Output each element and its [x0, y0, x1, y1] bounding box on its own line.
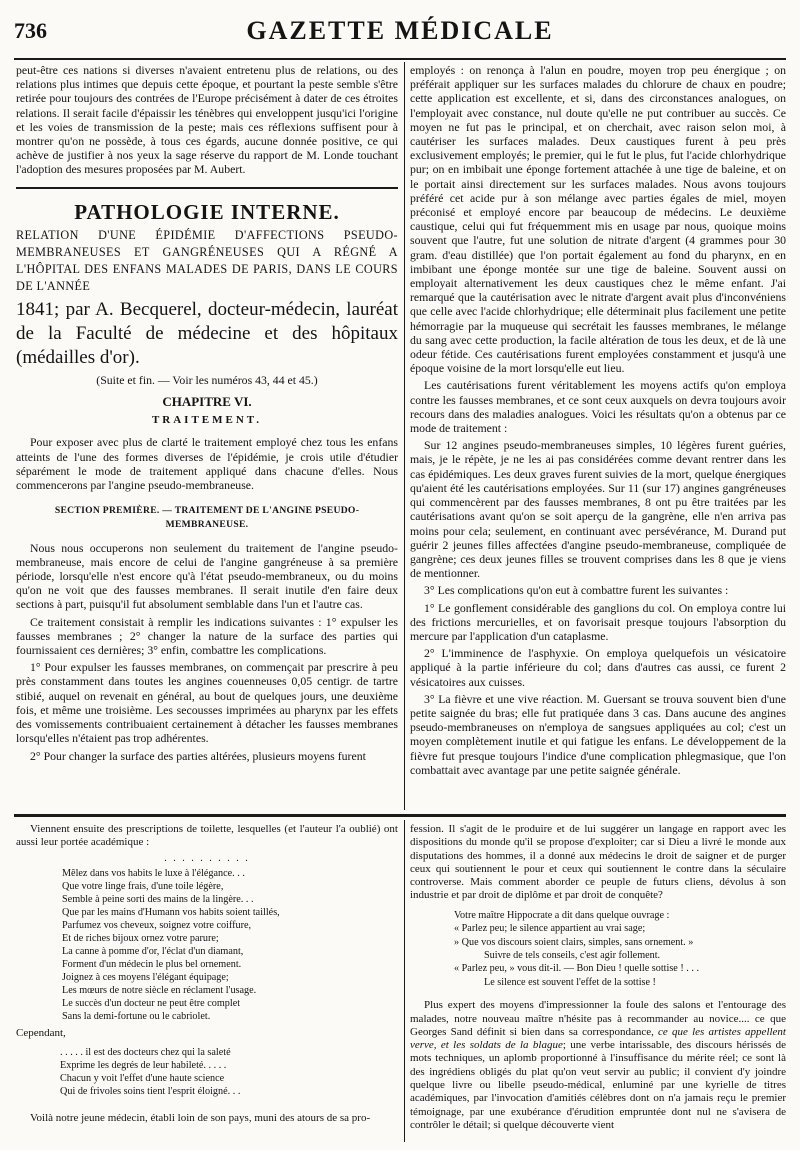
- page-number: 736: [14, 18, 47, 43]
- verse-line: Parfumez vos cheveux, soignez votre coiffure,: [62, 919, 252, 931]
- verse-line: Forment d'un médecin le plus bel ornement.: [62, 958, 242, 970]
- paragraph: 2° L'imminence de l'asphyxie. On employa quelquefois un vésicatoire appliqué à la partie inférieure du col; dans d'autres cas aussi, ce furent 2 vésicatoires aux cuisses.: [410, 646, 786, 689]
- verse-block: [410, 909, 786, 989]
- section-divider: [16, 187, 398, 189]
- paragraph: [410, 999, 786, 1132]
- ellipsis: . . . . . . . . . .: [164, 852, 250, 864]
- paragraph-text: Plus expert des moyens d'impressionner la foule des salons et l'entourage des malades, notre nouveau maître n'hésite pas à recommander au novice.... ce que Georges Sand définit si bien dans sa correspondance,: [410, 999, 786, 1038]
- page-header: [14, 14, 786, 54]
- verse-line: . . . . . il est des docteurs chez qui la saleté: [60, 1046, 231, 1058]
- upper-left-column: [16, 63, 398, 810]
- paragraph: 1° Le gonflement considérable des ganglions du col. On employa contre lui des frictions mercurielles, et on favorisait presque toujours l'absorption du mercure par l'application d'un cataplasme.: [410, 600, 786, 643]
- paragraph: Voilà notre jeune médecin, établi loin de son pays, muni des atours de sa pro-: [30, 1111, 371, 1124]
- paragraph: Sur 12 angines pseudo-membraneuses simples, 10 légères furent guéries, mais, je le répète, je ne les ai pas considérées comme devant rentrer dans les cas épidémiques. Les deux graves furent suivies de la mort, quelque énergiques qu'aient été les cautérisations employées. Sur 11 (sur 17) angines gangréneuses qui commencèrent par des fausses membranes, 8 ont pu être traitées par les cautérisations avant qu'on se soit aperçu de la gangrène, elle n'en arriva pas moins pour cela; seulement, en continuant avec persévérance, M. Durand put guérir 2 jeunes filles affectées d'angine pseudo-membraneuse, compliquée de gangrène; ces deux jeunes filles se trouvent comprises dans les 8 que je viens de mentionner.: [410, 438, 786, 581]
- paragraph-text: ; une verbe intarissable, des discours hérissés de mots techniques, un aplomb proportionné à l'insuffisance du mérite réel; ce sont là des ingrédiens obligés du plat qu'on veut servir au public; il convient d'y joindre quelque livre ou libelle pseudo-médical, enluminé par une kyrielle de titres académiques, par l'invocation d'amitiés célèbres dont on n'a jamais reçu le premier témoignage, par une exubérance d'érudition empruntée dont nul ne s'avisera de contrôler le détail; si quelque découverte vient: [410, 1039, 786, 1131]
- verse-line: Les mœurs de notre siècle en réclament l'usage.: [62, 984, 257, 996]
- chapter-heading: CHAPITRE VI.: [162, 394, 252, 410]
- paragraph: employés : on renonça à l'alun en poudre, moyen trop peu énergique ; on préférait appliquer sur les surfaces malades du chlorure de chaux en poudre; cette application est excellente, et si, dans des circonstances analogues, on l'employait avec constance, nul doute qu'elle ne put contribuer au succès. Ce moyen ne fut pas le principal, et on cherchait, avec raison selon moi, à cautériser les surfaces malades. Deux caustiques furent à peu près exclusivement employés; le premier, qui le fut le plus, fut l'acide chlorhydrique pur; on en imbibait une éponge fortement attachée à une tige de baleine, et on le portait ainsi directement sur les surfaces malades. Nous avons toujours préféré cet acide pur à son mélange avec parties égales de miel, moyen préconisé et employé encore par beaucoup de médecins. Le deuxième caustique, celui qui fut fréquemment mis en usage par nous, quoique moins souvent que l'autre, fut une solution de nitrate d'argent (4 grammes pour 30 gram. d'eau distillée) que l'on portait également au fond du pharynx, en en imbibant une éponge montée sur une tige de baleine. Souvent aussi on employait alternativement les deux caustiques chez le même enfant. J'ai remarqué que la cautérisation avec le nitrate d'argent avait plus d'inconvéniens que celle avec l'acide chlorhydrique; elle déterminait plus facilement une petite hémorragie par la muqueuse qui secrétait les fausses membranes, le mélange du sang avec cette production, la facile altération de tous les deux, et de là une odeur fétide. Ces cautérisations furent employées constamment et jusqu'à une époque voisine de la mort lorsqu'elle eut lieu.: [410, 63, 786, 376]
- paragraph: Les cautérisations furent véritablement les moyens actifs qu'on employa contre les fausses membranes, et ce sont ceux auxquels on devra toujours avoir recours dans des maladies analogues. Voici les résultats qu'on a obtenus par ce mode de traitement :: [410, 378, 786, 436]
- paragraph: Nous nous occuperons non seulement du traitement de l'angine pseudo-membraneuse, mais encore de celui de l'angine gangréneuse à sa première période, lorsqu'elle n'est encore qu'à l'état pseudo-membraneux, ou du moins qu'on ne voit que des fausses membranes. Il serait inutile d'en faire deux sections à part, puisqu'il fut absolument semblable dans l'un et l'autre cas.: [16, 540, 398, 612]
- paragraph: Viennent ensuite des prescriptions de toilette, lesquelles (et l'auteur l'a oublié) ont aussi leur portée académique :: [16, 823, 398, 849]
- verse-line: Et de riches bijoux ornez votre parure;: [62, 932, 219, 944]
- verse-line: Le succès d'un docteur ne peut être complet: [62, 997, 241, 1009]
- article-author-line: 1841; par A. Becquerel, docteur-médecin, lauréat de la Faculté de médecine et des hôpitaux (médailles d'or).: [16, 298, 398, 368]
- verse-line: Le silence est souvent l'effet de la sottise !: [484, 976, 656, 988]
- paragraph: 2° Pour changer la surface des parties altérées, plusieurs moyens furent: [30, 748, 366, 763]
- header-rule: [14, 58, 786, 60]
- lower-right-column: [410, 823, 786, 1145]
- lower-left-column: [16, 823, 398, 1145]
- verse-line: Qui de frivoles soins tient l'esprit éloigné. . .: [60, 1085, 241, 1097]
- verse-line: « Parlez peu; le silence appartient au vrai sage;: [454, 923, 646, 935]
- paragraph: Cependant,: [16, 1026, 66, 1039]
- paragraph: Pour exposer avec plus de clarté le traitement employé chez tous les enfans atteints de l'une des formes diverses de l'épidémie, je crois utile d'étudier séparément le mode de traitement appliqué dans chacune d'elles. Nous commencerons par l'angine pseudo-membraneuse.: [16, 435, 398, 493]
- verse-block: [16, 1046, 398, 1098]
- verse-block: [16, 867, 398, 1023]
- verse-line: Joignez à ces moyens l'élégant équipage;: [62, 971, 229, 983]
- paragraph: 3° La fièvre et une vive réaction. M. Guersant se trouva souvent bien d'une petite saignée du bras; elle fut pratiquée dans 3 cas. Dans aucune des angines pseudo-membraneuses on n'employa de sangsues appliquées au col; c'est un moyen complètement inutile et qui fatigue les enfans. Le développement de la fièvre fut presque toujours l'indice d'une complication phlegmasique, que l'on combattait avec avantage par une petite saignée générale.: [410, 691, 786, 777]
- verse-line: Mêlez dans vos habits le luxe à l'élégance. . .: [62, 867, 245, 879]
- article-relation-title: RELATION D'UNE ÉPIDÉMIE D'AFFECTIONS PSEUDO-MEMBRANEUSES ET GANGRÉNEUSES QUI A RÉGNÉ A L'HÔPITAL DES ENFANS MALADES DE PARIS, DANS LE COURS DE L'ANNÉE: [16, 227, 398, 293]
- verse-line: « Parlez peu, » vous dit-il. — Bon Dieu ! quelle sottise ! . . .: [454, 963, 700, 975]
- verse-line: Chacun y voit l'effet d'une haute science: [60, 1072, 225, 1084]
- verse-line: Exprime les degrés de leur habileté. . . . .: [60, 1059, 227, 1071]
- paragraph: Ce traitement consistait à remplir les indications suivantes : 1° expulser les fausses membranes ; 2° changer la nature de la surface des parties qui fournissaient ces dernières; 3° enfin, combattre les complications.: [16, 614, 398, 658]
- italic-quote: ce que les artistes appellent verve, et les soldats de la blague: [410, 1025, 786, 1052]
- verse-line: » Que vos discours soient clairs, simples, sans ornement. »: [454, 936, 694, 948]
- verse-line: Sans la demi-fortune ou le cabriolet.: [62, 1010, 211, 1022]
- verse-line: Votre maître Hippocrate a dit dans quelque ouvrage :: [454, 909, 670, 921]
- continuation-note: (Suite et fin. — Voir les numéros 43, 44 et 45.): [96, 372, 318, 387]
- section-title: PATHOLOGIE INTERNE.: [74, 199, 340, 224]
- upper-right-column: [410, 63, 786, 810]
- section-heading: SECTION PREMIÈRE. — TRAITEMENT DE L'ANGINE PSEUDO-MEMBRANEUSE.: [54, 505, 360, 531]
- paragraph: 1° Pour expulser les fausses membranes, on commençait par prescrire à peu près constamment dans toutes les angines couenneuses 0,05 centigr. de tartre stibié, auquel on revenait en général, au bout de quelques jours, une deuxième fois, et même une troisième. Les secousses imprimées au pharynx par les effets des vomissements contribuaient certainement à détacher les fausses membranes lorsqu'elles n'étaient pas trop adhérentes.: [16, 660, 398, 746]
- verse-line: Suivre de tels conseils, c'est agir follement.: [484, 950, 661, 961]
- column-divider: [404, 62, 405, 810]
- verse-line: Que par les mains d'Humann vos habits soient taillés,: [62, 906, 280, 918]
- journal-title: GAZETTE MÉDICALE: [246, 16, 554, 45]
- paragraph: fession. Il s'agit de le produire et de lui suggérer un langage en rapport avec les dispositions du monde qu'il se propose d'exploiter; car si Dieu a livré le monde aux disputations des hommes, il a donné aux médecins le droit de saigner et de purger ceux qui soutiennent le pour et ceux qui soutiennent le contre dans la séculaire controverse. Mais comment aborder ce peuple de futurs cliens, dévolus à son industrie et par droit de diplôme et par droit de conquête?: [410, 823, 786, 902]
- verse-line: La canne à pomme d'or, l'éclat d'un diamant,: [62, 945, 244, 957]
- paragraph: 3° Les complications qu'on eut à combattre furent les suivantes :: [424, 583, 729, 598]
- feuilleton-rule: [14, 814, 786, 817]
- column-divider: [404, 820, 405, 1142]
- continued-text: peut-être ces nations si diverses n'avaient entretenu plus de relations, ou des relations plus intimes que depuis cette époque, et pourtant la peste semble s'être retirée pour toujours des contrées de l'Europe précisément à dater de ces étroites relations. Il serait facile d'épaissir les ténèbres qui enveloppent jusqu'ici l'origine et les voies de transmission de la peste; mais ces réflexions suffisent pour à montrer qu'on ne possède, à tous ces égards, aucune donnée positive, ce qui achève de justifier à nos yeux la sage réserve du rapport de M. Londe touchant l'adoption des mesures proposées par M. Aubert.: [16, 63, 398, 177]
- verse-line: Que votre linge frais, d'une toile légère,: [62, 880, 224, 892]
- chapter-subtitle: TRAITEMENT.: [151, 414, 263, 427]
- verse-line: Semble à peine sorti des mains de la lingère. . .: [62, 893, 254, 905]
